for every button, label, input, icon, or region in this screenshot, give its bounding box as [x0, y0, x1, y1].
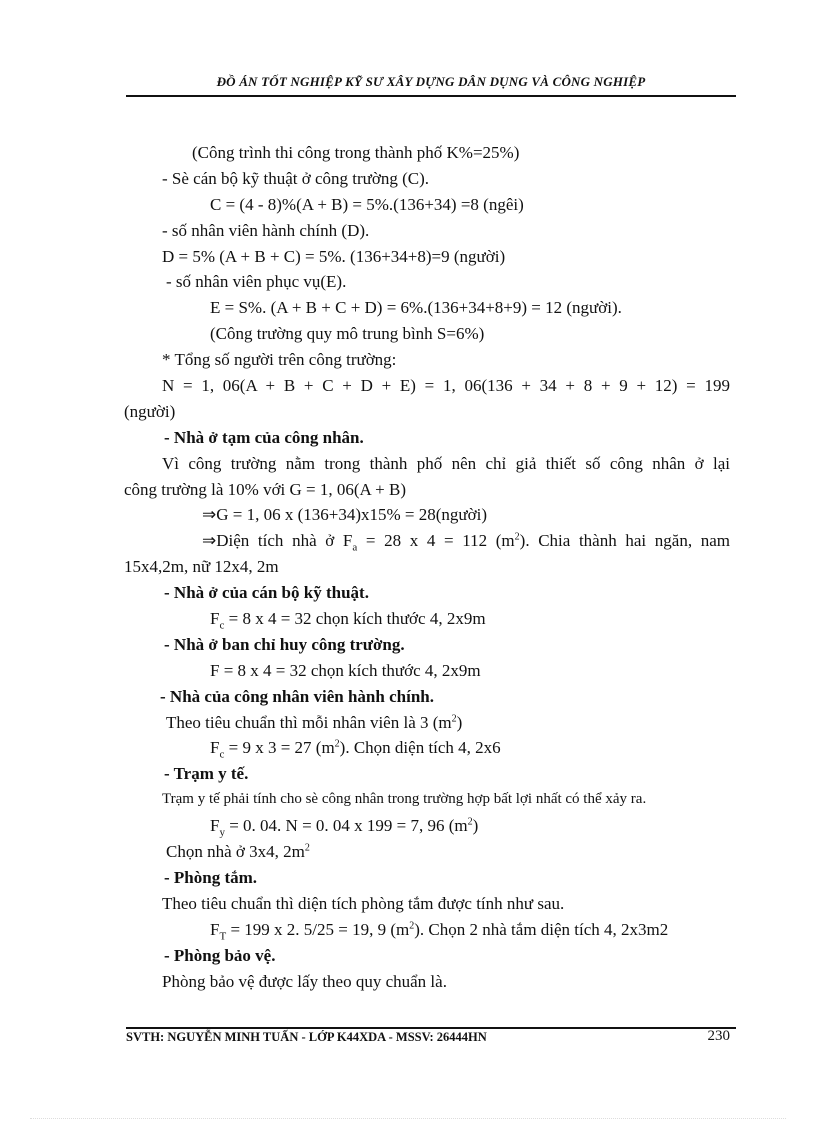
- text-line: (Công trình thi công trong thành phố K%=25%): [192, 143, 520, 162]
- bottom-divider: [30, 1118, 786, 1119]
- text-line: E = S%. (A + B + C + D) = 6%.(136+34+8+9) = 12 (người).: [210, 298, 622, 318]
- text-line: - Sè cán bộ kỹ thuật ở công trường (C).: [162, 168, 430, 188]
- text-line: C = (4 - 8)%(A + B) = 5%.(136+34) =8 (ngêi): [210, 194, 524, 214]
- section-heading: - Nhà ở ban chỉ huy công trường.: [164, 634, 405, 654]
- footer-author: SVTH: NGUYỄN MINH TUẤN - LỚP K44XDA - MSSV: 26444HN: [126, 1030, 487, 1044]
- section-heading: - Nhà ở tạm của công nhân.: [164, 427, 364, 447]
- text-line: Theo tiêu chuẩn thì diện tích phòng tắm được tính như sau.: [162, 893, 565, 913]
- footer-rule: [126, 1027, 736, 1029]
- section-heading: - Phòng bảo vệ.: [164, 945, 276, 965]
- text-line: công trường là 10% với G = 1, 06(A + B): [124, 479, 406, 499]
- text-run: F: [210, 609, 220, 629]
- subscript: y: [219, 826, 225, 839]
- section-heading: - Trạm y tế.: [164, 764, 249, 784]
- text-line: [124, 735, 730, 761]
- text-line: Trạm y tế phải tính cho sè công nhân trong trường hợp bất lợi nhất có thể xảy ra.: [162, 791, 647, 808]
- superscript: 2: [514, 531, 520, 543]
- text-line: [124, 917, 730, 943]
- subscript: c: [219, 619, 225, 632]
- text-line: N = 1, 06(A + B + C + D + E) = 1, 06(136 + 34 + 8 + 9 + 12) = 199: [162, 376, 730, 396]
- text-run: F: [210, 738, 220, 758]
- text-line: F = 8 x 4 = 32 chọn kích thước 4, 2x9m: [210, 660, 481, 680]
- text-run: Chọn nhà ở 3x4, 2m: [166, 842, 305, 862]
- superscript: 2: [409, 920, 415, 932]
- document-body: [124, 140, 730, 994]
- text-line: [124, 710, 730, 736]
- text-line: - số nhân viên hành chính (D).: [162, 220, 370, 240]
- section-heading: - Nhà ở của cán bộ kỹ thuật.: [164, 583, 369, 603]
- text-run: ): [472, 816, 479, 836]
- superscript: 2: [451, 712, 457, 724]
- text-run: = 9 x 3 = 27 (m: [224, 738, 335, 758]
- section-heading: - Phòng tắm.: [164, 867, 258, 887]
- text-run: F: [210, 816, 220, 836]
- page-header: ĐỒ ÁN TỐT NGHIỆP KỸ SƯ XÂY DỰNG DÂN DỤNG VÀ CÔNG NGHIỆP: [216, 74, 646, 89]
- superscript: 2: [334, 738, 340, 750]
- text-run: = 199 x 2. 5/25 = 19, 9 (m: [226, 919, 410, 939]
- superscript: 2: [304, 842, 310, 854]
- text-line: D = 5% (A + B + C) = 5%. (136+34+8)=9 (người): [162, 246, 506, 266]
- text-run: ). Chọn diện tích 4, 2x6: [339, 738, 501, 758]
- header-rule: [126, 95, 736, 97]
- text-run: = 8 x 4 = 32 chọn kích thước 4, 2x9m: [224, 609, 486, 629]
- text-run: = 0. 04. N = 0. 04 x 199 = 7, 96 (m: [224, 816, 468, 836]
- text-line: [124, 839, 730, 865]
- text-line: 15x4,2m, nữ 12x4, 2m: [124, 557, 279, 577]
- subscript: a: [352, 541, 358, 554]
- text-line: [124, 606, 730, 632]
- text-line: (người): [124, 401, 176, 421]
- text-line: * Tổng số người trên công trường:: [162, 350, 397, 370]
- subscript: c: [219, 748, 225, 761]
- text-run: ). Chọn 2 nhà tắm diện tích 4, 2x3m2: [414, 919, 669, 939]
- subscript: T: [219, 930, 227, 943]
- text-line: [124, 813, 730, 839]
- section-heading: - Nhà của công nhân viên hành chính.: [160, 686, 434, 706]
- text-run: ). Chia thành hai ngăn, nam: [519, 531, 730, 551]
- text-line: - số nhân viên phục vụ(E).: [166, 272, 347, 292]
- text-line: Phòng bảo vệ được lấy theo quy chuẩn là.: [162, 971, 447, 991]
- text-line: (Công trường quy mô trung bình S=6%): [210, 324, 485, 344]
- text-line: ⇒G = 1, 06 x (136+34)x15% = 28(người): [202, 505, 488, 525]
- text-run: F: [210, 919, 220, 939]
- text-run: ): [456, 712, 463, 732]
- text-run: = 28 x 4 = 112 (m: [357, 531, 515, 551]
- text-line: [124, 528, 730, 554]
- text-line: Vì công trường nằm trong thành phố nên chỉ giả thiết số công nhân ở lại: [162, 453, 730, 473]
- text-run: ⇒Diện tích nhà ở F: [202, 531, 353, 551]
- superscript: 2: [467, 816, 473, 828]
- page-number: 230: [707, 1028, 730, 1044]
- text-run: Theo tiêu chuẩn thì mỗi nhân viên là 3 (m: [166, 712, 452, 732]
